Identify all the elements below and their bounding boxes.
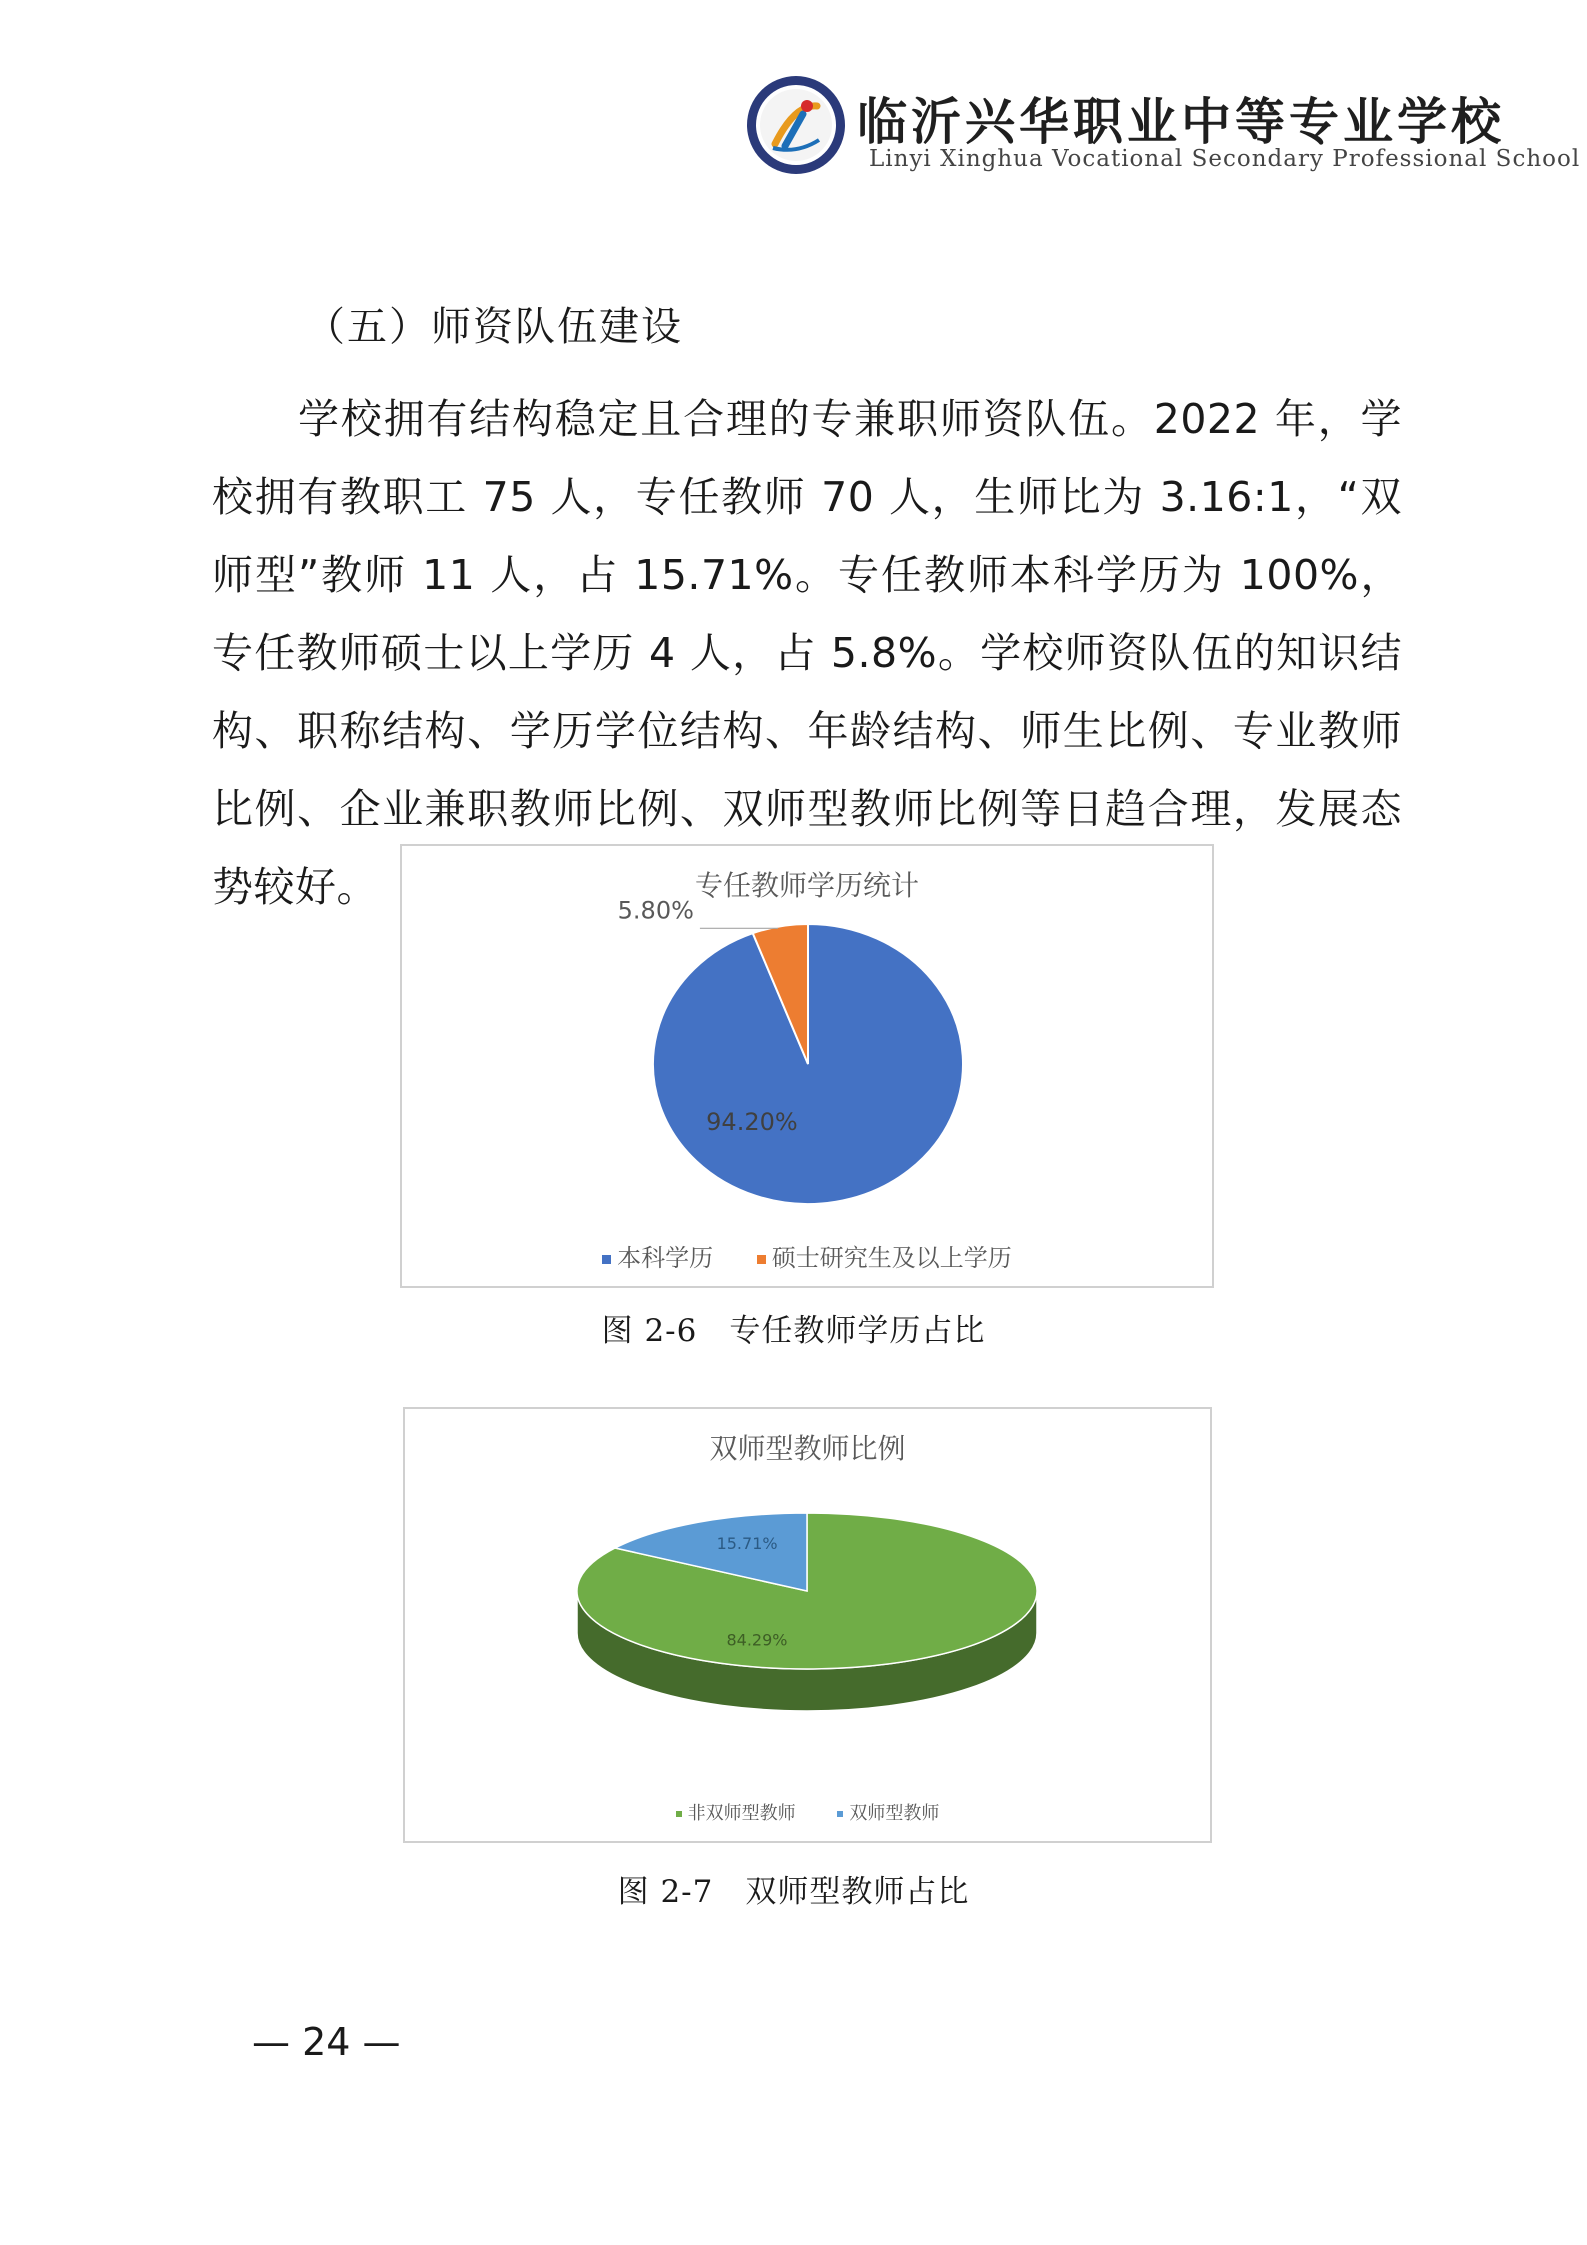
- legend-item: [602, 1238, 713, 1273]
- page-header: [745, 74, 1581, 184]
- legend-label: 双师型教师: [849, 1803, 940, 1824]
- legend-label: 本科学历: [617, 1244, 714, 1272]
- pie-chart-education: [402, 846, 1212, 1286]
- legend-item: [837, 1799, 939, 1825]
- chart-title: 专任教师学历统计: [694, 869, 919, 902]
- figure-caption: 图 2-6 专任教师学历占比: [601, 1313, 986, 1349]
- legend-swatch: [837, 1811, 843, 1817]
- legend-swatch: [757, 1255, 766, 1264]
- body-paragraph: 学校拥有结构稳定且合理的专兼职师资队伍。2022 年，学校拥有教职工 75 人，专任教师 70 人，生师比为 3.16:1，“双师型”教师 11 人，占 15.71%。专任教师本科学历为 100%，专任教师硕士以上学历 4 人，占 5.8%。学校师资队伍的知识结构、职称结构、学历学位结构、年龄结构、师生比例、专业教师比例、企业兼职教师比例、双师型教师比例等日趋合理，发展态势较好。: [212, 395, 1402, 911]
- chart-legend: [402, 1238, 1212, 1273]
- section-title: （五）师资队伍建设: [305, 304, 683, 350]
- figure-caption: 图 2-7 双师型教师占比: [617, 1874, 970, 1910]
- legend-item: [757, 1238, 1012, 1273]
- legend-label: 非双师型教师: [687, 1803, 796, 1824]
- chart-legend: [405, 1799, 1210, 1825]
- page-number: — 24 —: [252, 2020, 401, 2064]
- data-label: 94.20%: [706, 1108, 798, 1137]
- chart-dual-teacher: [403, 1407, 1212, 1843]
- chart-title: 双师型教师比例: [709, 1432, 906, 1465]
- data-label: 5.80%: [617, 896, 694, 925]
- data-label: 84.29%: [726, 1630, 788, 1650]
- pie-chart-dual-teacher: [405, 1409, 1210, 1841]
- legend-item: [676, 1799, 796, 1825]
- legend-label: 硕士研究生及以上学历: [771, 1244, 1012, 1272]
- school-name-cn: 临沂兴华职业中等专业学校: [857, 92, 1505, 151]
- legend-swatch: [602, 1255, 611, 1264]
- school-name-en: Linyi Xinghua Vocational Secondary Professional School: [869, 146, 1581, 172]
- chart-education: [400, 844, 1214, 1288]
- data-label: 15.71%: [716, 1534, 778, 1554]
- legend-swatch: [676, 1811, 682, 1817]
- school-emblem-icon: [745, 74, 847, 176]
